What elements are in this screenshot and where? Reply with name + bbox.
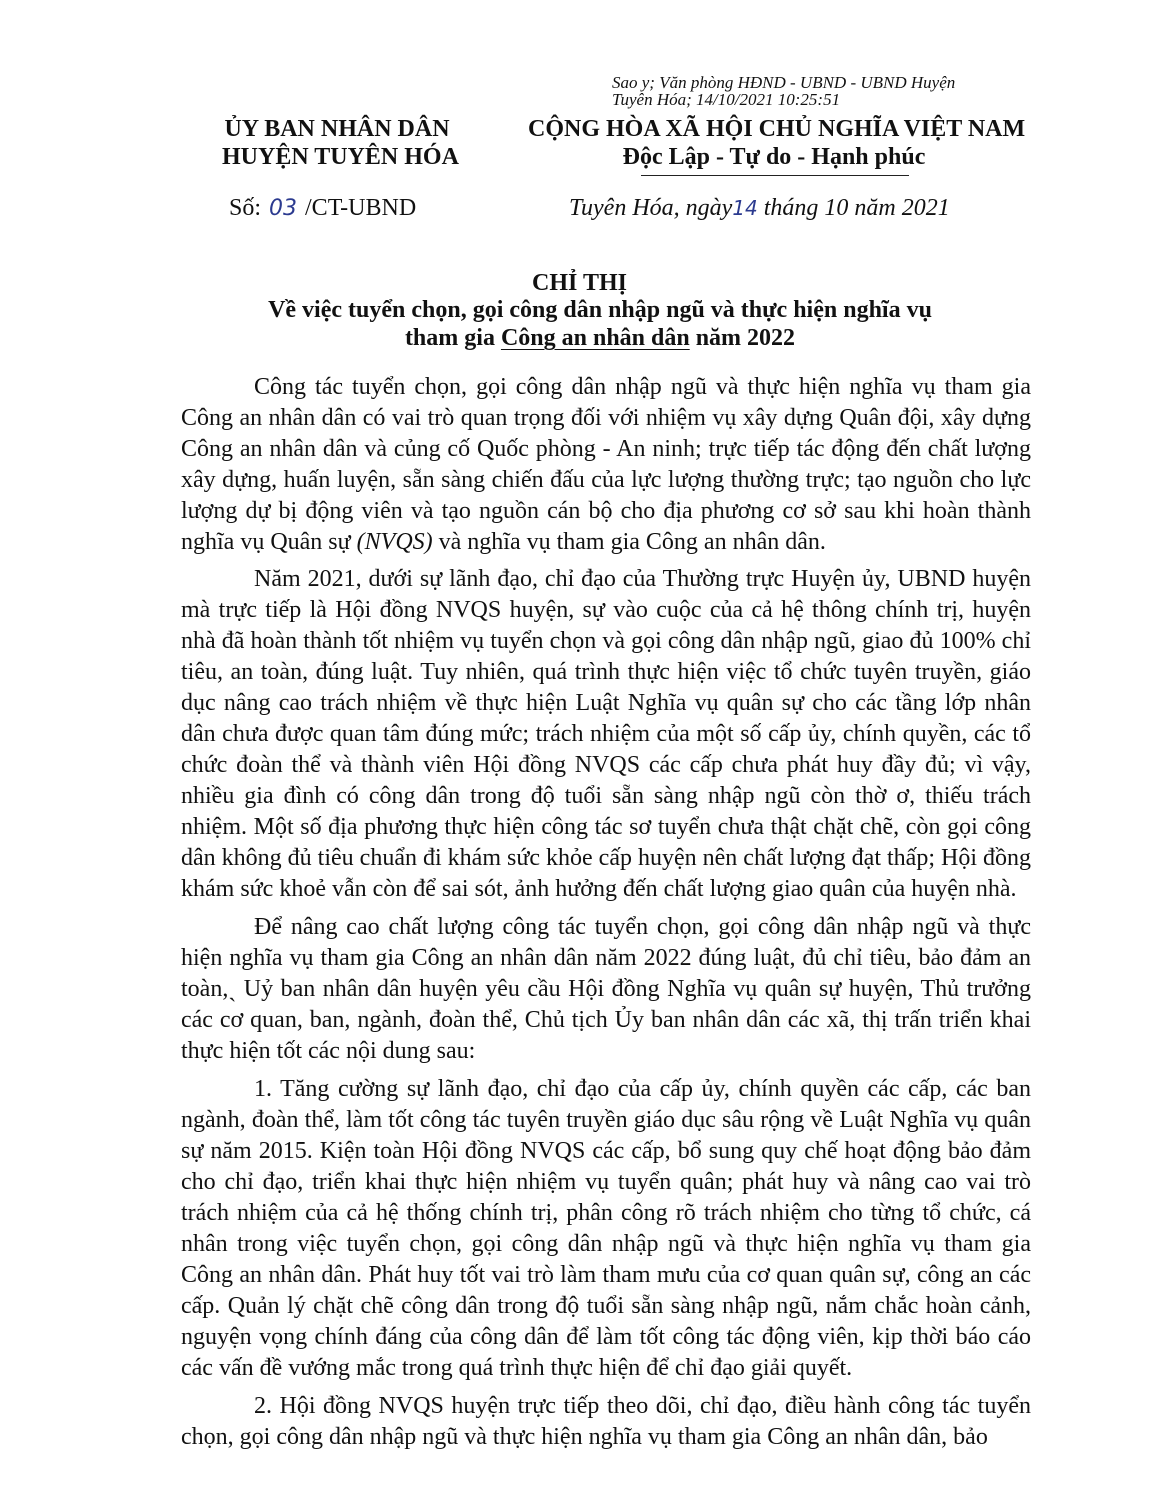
- document-number-prefix: Số:: [229, 195, 262, 221]
- place-and-date: [569, 193, 950, 223]
- copy-note-line-1: Sao y; Văn phòng HĐND - UBND - UBND Huyện: [612, 73, 956, 92]
- title-line-2-after: năm 2022: [695, 325, 796, 351]
- paragraph-5: 2. Hội đồng NVQS huyện trực tiếp theo dõi, chỉ đạo, điều hành công tác tuyển chọn, gọi công dân nhập ngũ và thực hiện nghĩa vụ tham gia Công an nhân dân, bảo: [181, 1393, 1031, 1450]
- title-underlined-text: Công an nhân dân: [500, 325, 690, 351]
- issuing-agency: [222, 115, 459, 171]
- document-body: [181, 372, 1031, 1460]
- title-line-2: [180, 324, 1020, 352]
- paragraph-1: [181, 372, 1031, 558]
- paragraph-4: 1. Tăng cường sự lãnh đạo, chỉ đạo của cấp ủy, chính quyền các cấp, các ban ngành, đoàn thể, làm tốt công tác tuyên truyền giáo dục sâu rộng về Luật Nghĩa vụ quân sự năm 2015. Kiện toàn Hội đồng NVQS các cấp, bổ sung quy chế hoạt động bảo đảm cho chỉ đạo, triển khai thực hiện nhiệm vụ tuyển quân; phát huy và nâng cao vai trò trách nhiệm của cả hệ thống chính trị, phân công rõ trách nhiệm cho từng tổ chức, cá nhân trong việc tuyển chọn, gọi công dân nhập ngũ và thực hiện nghĩa vụ tham gia Công an nhân dân. Phát huy tốt vai trò làm tham mưu của cơ quan quân sự, công an các cấp. Quản lý chặt chẽ công dân trong độ tuổi sẵn sàng nhập ngũ, nắm chắc hoàn cảnh, nguyện vọng chính đáng của công dân để làm tốt công tác động viên, kịp thời báo cáo các vấn đề vướng mắc trong quá trình thực hiện để chỉ đạo giải quyết.: [181, 1076, 1031, 1381]
- document-number-suffix: /CT-UBND: [305, 195, 417, 221]
- agency-line-1: ỦY BAN NHÂN DÂN: [224, 116, 450, 142]
- national-motto: Độc Lập - Tự do - Hạnh phúc: [622, 144, 926, 170]
- handwritten-day: 14: [732, 196, 758, 220]
- document-title: [180, 296, 1020, 352]
- paragraph-1-abbreviation: (NVQS): [356, 529, 433, 555]
- agency-line-2: HUYỆN TUYÊN HÓA: [222, 144, 459, 170]
- place-date-before: Tuyên Hóa, ngày: [569, 195, 733, 221]
- title-line-2-before: tham gia: [404, 325, 495, 351]
- paragraph-3: Để nâng cao chất lượng công tác tuyển chọn, gọi công dân nhập ngũ và thực hiện nghĩa vụ tham gia Công an nhân dân năm 2022 đúng luật, đủ chỉ tiêu, bảo đảm an toàn,ˎ Uỷ ban nhân dân huyện yêu cầu Hội đồng Nghĩa vụ quân sự huyện, Thủ trưởng các cơ quan, ban, ngành, đoàn thể, Chủ tịch Ủy ban nhân dân các xã, thị trấn triển khai thực hiện tốt các nội dung sau:: [181, 914, 1031, 1064]
- title-line-1: Về việc tuyển chọn, gọi công dân nhập ngũ và thực hiện nghĩa vụ: [268, 297, 932, 323]
- document-type: CHỈ THỊ: [532, 270, 627, 296]
- handwritten-document-number: 03: [269, 196, 298, 221]
- paragraph-2: Năm 2021, dưới sự lãnh đạo, chỉ đạo của Thường trực Huyện ủy, UBND huyện mà trực tiếp là Hội đồng NVQS huyện, sự vào cuộc của cả hệ thông chính trị, huyện nhà đã hoàn thành tốt nhiệm vụ tuyển chọn và gọi công dân nhập ngũ, giao đủ 100% chỉ tiêu, an toàn, đúng luật. Tuy nhiên, quá trình thực hiện việc tổ chức tuyên truyền, giáo dục nâng cao trách nhiệm về thực hiện Luật Nghĩa vụ quân sự cho các tầng lớp nhân dân chưa được quan tâm đúng mức; trách nhiệm của một số cấp ủy, chính quyền, các tổ chức đoàn thể và thành viên Hội đồng NVQS các cấp chưa phát huy đầy đủ; vì vậy, nhiều gia đình có công dân trong độ tuổi sẵn sàng nhập ngũ còn thờ ơ, thiếu trách nhiệm. Một số địa phương thực hiện công tác sơ tuyển chưa thật chặt chẽ, còn gọi công dân không đủ tiêu chuẩn đi khám sức khỏe cấp huyện nên chất lượng đạt thấp; Hội đồng khám sức khoẻ vẫn còn để sai sót, ảnh hưởng đến chất lượng giao quân của huyện nhà.: [181, 566, 1031, 902]
- copy-note-line-2: Tuyên Hóa; 14/10/2021 10:25:51: [612, 90, 841, 109]
- document-number: [229, 193, 416, 224]
- national-title: CỘNG HÒA XÃ HỘI CHỦ NGHĨA VIỆT NAM: [528, 116, 1026, 142]
- motto-underline: [641, 175, 909, 176]
- copy-certification-note: [612, 74, 955, 108]
- place-date-after: tháng 10 năm 2021: [763, 195, 950, 221]
- paragraph-1-text: Công tác tuyển chọn, gọi công dân nhập ngũ và thực hiện nghĩa vụ tham gia Công an nhân dân có vai trò quan trọng đối với nhiệm vụ xây dựng Quân đội, xây dựng Công an nhân dân và củng cố Quốc phòng - An ninh; trực tiếp tác động đến chất lượng xây dựng, huấn luyện, sẵn sàng chiến đấu của lực lượng thường trực; tạo nguồn cho lực lượng dự bị động viên và tạo nguồn cán bộ cho địa phương cơ sở sau khi hoàn thành nghĩa vụ Quân sự: [181, 374, 1031, 555]
- paragraph-1-end: và nghĩa vụ tham gia Công an nhân dân.: [438, 529, 826, 555]
